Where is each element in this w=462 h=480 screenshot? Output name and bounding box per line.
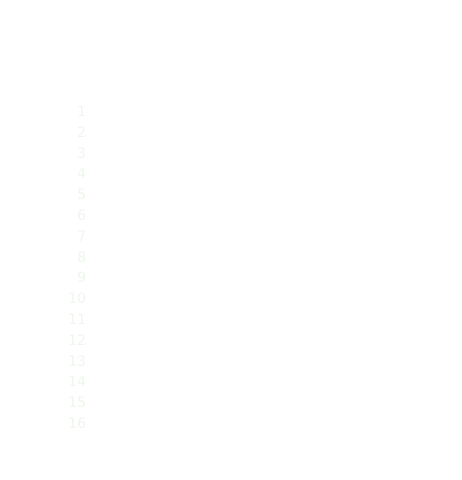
table-row[interactable] — [0, 187, 462, 208]
team-rank: 9 — [77, 270, 86, 287]
team-rank: 11 — [68, 311, 86, 328]
table-row[interactable] — [0, 416, 462, 437]
team-rank: 16 — [68, 415, 86, 432]
table-row[interactable] — [0, 374, 462, 395]
team-rank: 7 — [77, 228, 86, 245]
team-rank: 4 — [77, 166, 86, 183]
table-row[interactable] — [0, 229, 462, 250]
table-row[interactable] — [0, 291, 462, 312]
table-row[interactable] — [0, 333, 462, 354]
team-rank: 13 — [68, 353, 86, 370]
table-row[interactable] — [0, 208, 462, 229]
table-row[interactable] — [0, 354, 462, 375]
team-rank: 3 — [77, 145, 86, 162]
header-bar — [100, 0, 400, 22]
team-rank: 12 — [68, 332, 86, 349]
table-row[interactable] — [0, 270, 462, 291]
table-row[interactable] — [0, 312, 462, 333]
team-rank: 10 — [68, 291, 86, 308]
table-row[interactable] — [0, 146, 462, 167]
team-rank: 6 — [77, 207, 86, 224]
column-headers — [0, 64, 462, 84]
table-row[interactable] — [0, 125, 462, 146]
team-rank: 14 — [68, 374, 86, 391]
table-row[interactable] — [0, 166, 462, 187]
team-rank: 15 — [68, 395, 86, 412]
team-rank: 5 — [77, 187, 86, 204]
team-rank: 1 — [77, 104, 86, 120]
team-rank: 2 — [77, 124, 86, 141]
table-row[interactable] — [0, 104, 462, 125]
team-rank: 8 — [77, 249, 86, 266]
table-row[interactable] — [0, 395, 462, 416]
standings-list — [0, 104, 462, 437]
table-row[interactable] — [0, 250, 462, 271]
footer-options — [0, 460, 462, 480]
